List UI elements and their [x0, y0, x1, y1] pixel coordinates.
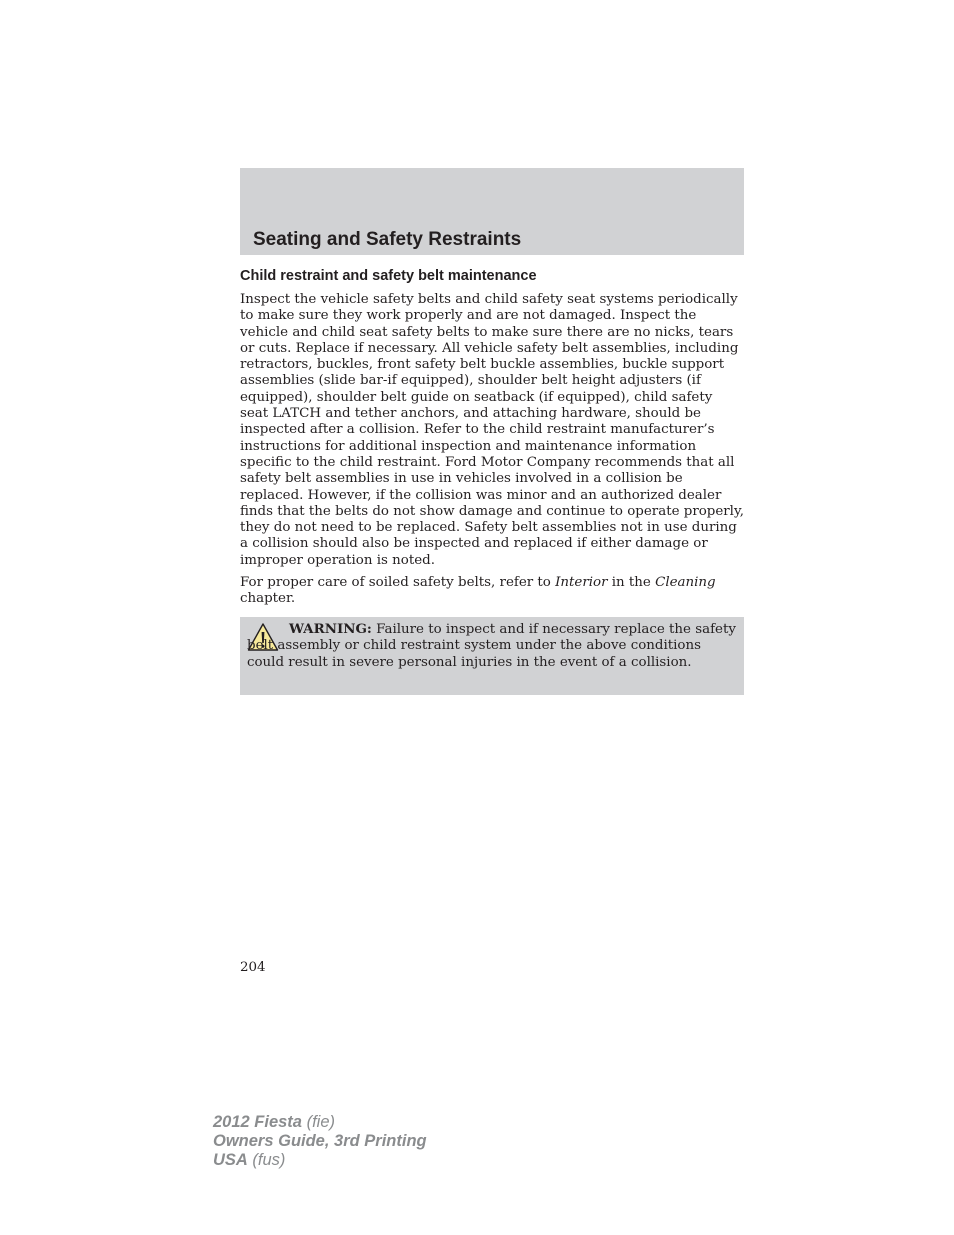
- footer-model-code: (fie): [301, 1113, 335, 1131]
- footer-market: USA: [213, 1151, 248, 1169]
- subsection-heading: Child restraint and safety belt maintenance: [240, 268, 537, 284]
- care-text-part1: For proper care of soiled safety belts, refer to: [240, 575, 556, 590]
- maintenance-paragraph: Inspect the vehicle safety belts and child safety seat systems periodically to make sure they work properly and are not damaged. Inspect the vehicle and child seat safety belts to make sure there are no nicks, tears or cuts. Replace if necessary. All vehicle safety belt assemblies, including retractors, buckles, front safety belt buckle assemblies, buckle support assemblies (slide bar-if equipped), shoulder belt height adjusters (if equipped), shoulder belt guide on seatback (if equipped), child safety seat LATCH and tether anchors, and attaching hardware, should be inspected after a collision. Refer to the child restraint manufacturer’s instructions for additional inspection and maintenance information specific to the child restraint. Ford Motor Company recommends that all safety belt assemblies in use in vehicles involved in a collision be replaced. However, if the collision was minor and an authorized dealer finds that the belts do not show damage and continue to operate properly, they do not need to be replaced. Safety belt assemblies not in use during a collision should also be inspected and replaced if either damage or improper operation is noted.: [240, 292, 745, 568]
- footer-line-market: [213, 1151, 427, 1170]
- footer-market-code: (fus): [247, 1151, 286, 1169]
- section-header-band: [240, 168, 744, 255]
- care-text-part3: chapter.: [240, 591, 296, 607]
- page-number: 204: [240, 960, 266, 975]
- care-text-part2: in the: [607, 575, 656, 590]
- warning-text: [247, 621, 737, 671]
- footer-guide: Owners Guide, 3rd Printing: [213, 1132, 427, 1150]
- interior-reference: Interior: [555, 575, 608, 590]
- care-paragraph: [240, 575, 744, 608]
- footer-line-model: [213, 1113, 427, 1132]
- warning-box: [240, 617, 744, 695]
- cleaning-reference: Cleaning: [655, 575, 716, 590]
- footer-line-guide: [213, 1132, 427, 1151]
- warning-message: Failure to inspect and if necessary replace the safety belt assembly or child restraint system under the above conditions could result in severe personal injuries in the event of a collision.: [247, 622, 736, 670]
- footer-document-info: [213, 1113, 427, 1170]
- footer-model: 2012 Fiesta: [213, 1113, 302, 1131]
- section-title: Seating and Safety Restraints: [253, 229, 522, 250]
- warning-label: WARNING:: [289, 621, 372, 637]
